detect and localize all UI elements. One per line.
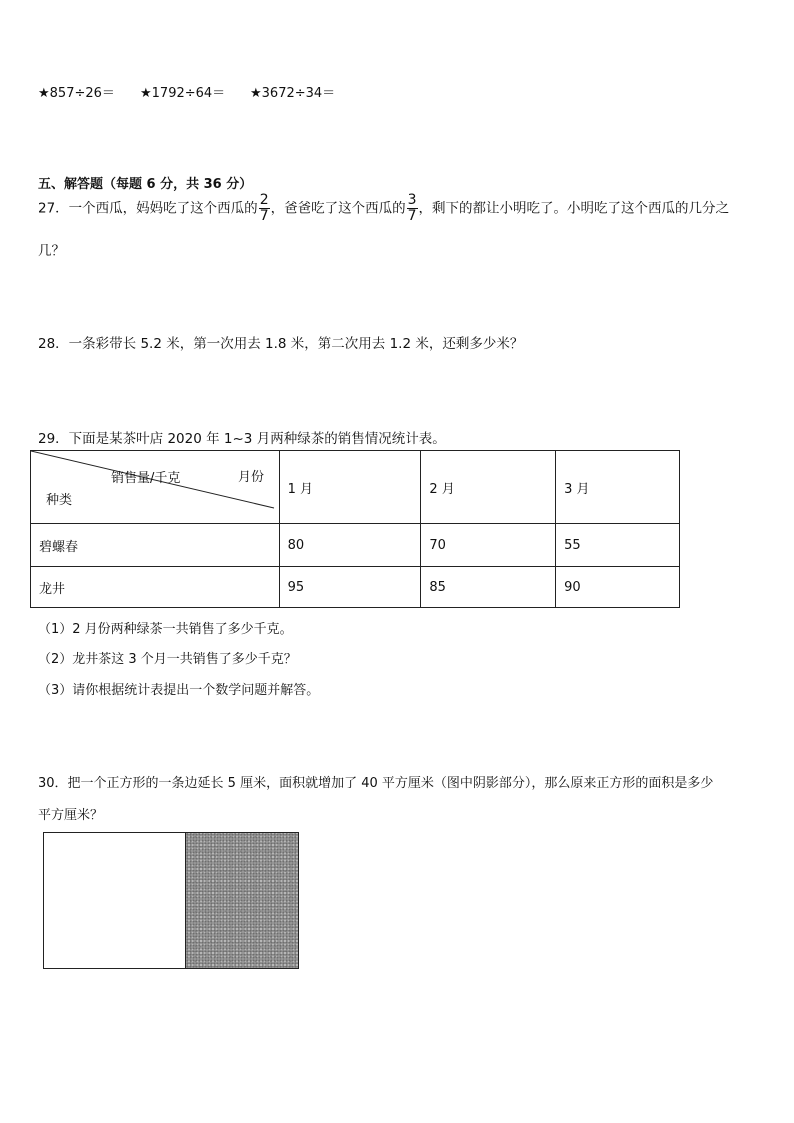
section-title: 五、解答题（每题 6 分，共 36 分） (38, 177, 253, 192)
question-28: 28．一条彩带长 5.2 米，第一次用去 1.8 米，第二次用去 1.2 米，还剩多少米？ (38, 336, 524, 352)
corner-label-quantity: 销售量/千克 (111, 471, 181, 486)
corner-label-type: 种类 (46, 493, 73, 508)
question-29: 29．下面是某茶叶店 2020 年 1~3 月两种绿茶的销售情况统计表。 (38, 431, 446, 447)
fraction-denominator: 7 (259, 208, 269, 224)
fraction-2-7 (259, 193, 270, 224)
table-cell-name: 龙井 (31, 567, 280, 608)
table-cell: 80 (279, 524, 421, 567)
table-row (31, 524, 680, 567)
question-30: 30．把一个正方形的一条边延长 5 厘米，面积就增加了 40 平方厘米（图中阴影部分），那么原来正方形的面积是多少 (38, 776, 714, 791)
corner-label-month: 月份 (238, 470, 265, 485)
table-row (31, 567, 680, 608)
q27-text-part2: ，爸爸吃了这个西瓜的 (270, 200, 406, 217)
table-header-month-2: 2 月 (421, 451, 556, 524)
q29-sub-2: （2）龙井茶这 3 个月一共销售了多少千克？ (38, 652, 297, 667)
table-header-month-3: 3 月 (556, 451, 680, 524)
q27-line2: 几？ (38, 243, 65, 259)
table-header-month-1: 1 月 (279, 451, 421, 524)
q27-text-part3: ，剩下的都让小明吃了。小明吃了这个西瓜的几分之 (418, 200, 730, 217)
original-square (44, 833, 186, 968)
table-cell: 70 (421, 524, 556, 567)
table-cell: 55 (556, 524, 680, 567)
fraction-3-7 (407, 193, 418, 224)
table-header-row (31, 451, 680, 524)
fraction-denominator: 7 (407, 208, 417, 224)
table-corner-cell (31, 451, 280, 524)
fraction-numerator: 2 (259, 192, 269, 208)
table-cell-name: 碧螺春 (31, 524, 280, 567)
q30-line2: 平方厘米？ (38, 808, 104, 823)
diagonal-line (31, 451, 280, 524)
q27-text-part1: 27．一个西瓜，妈妈吃了这个西瓜的 (38, 200, 258, 217)
question-27 (38, 193, 729, 224)
sales-table (30, 450, 680, 608)
table-cell: 95 (279, 567, 421, 608)
table-cell: 85 (421, 567, 556, 608)
fraction-numerator: 3 (407, 192, 417, 208)
calc-item-3: ★3672÷34＝ (250, 86, 336, 101)
q29-sub-1: （1）2 月份两种绿茶一共销售了多少千克。 (38, 622, 293, 637)
q29-sub-3: （3）请你根据统计表提出一个数学问题并解答。 (38, 683, 320, 698)
square-figure (43, 832, 299, 969)
shaded-extension (186, 833, 298, 968)
table-cell: 90 (556, 567, 680, 608)
calc-item-1: ★857÷26＝ (38, 86, 115, 101)
calc-item-2: ★1792÷64＝ (140, 86, 226, 101)
